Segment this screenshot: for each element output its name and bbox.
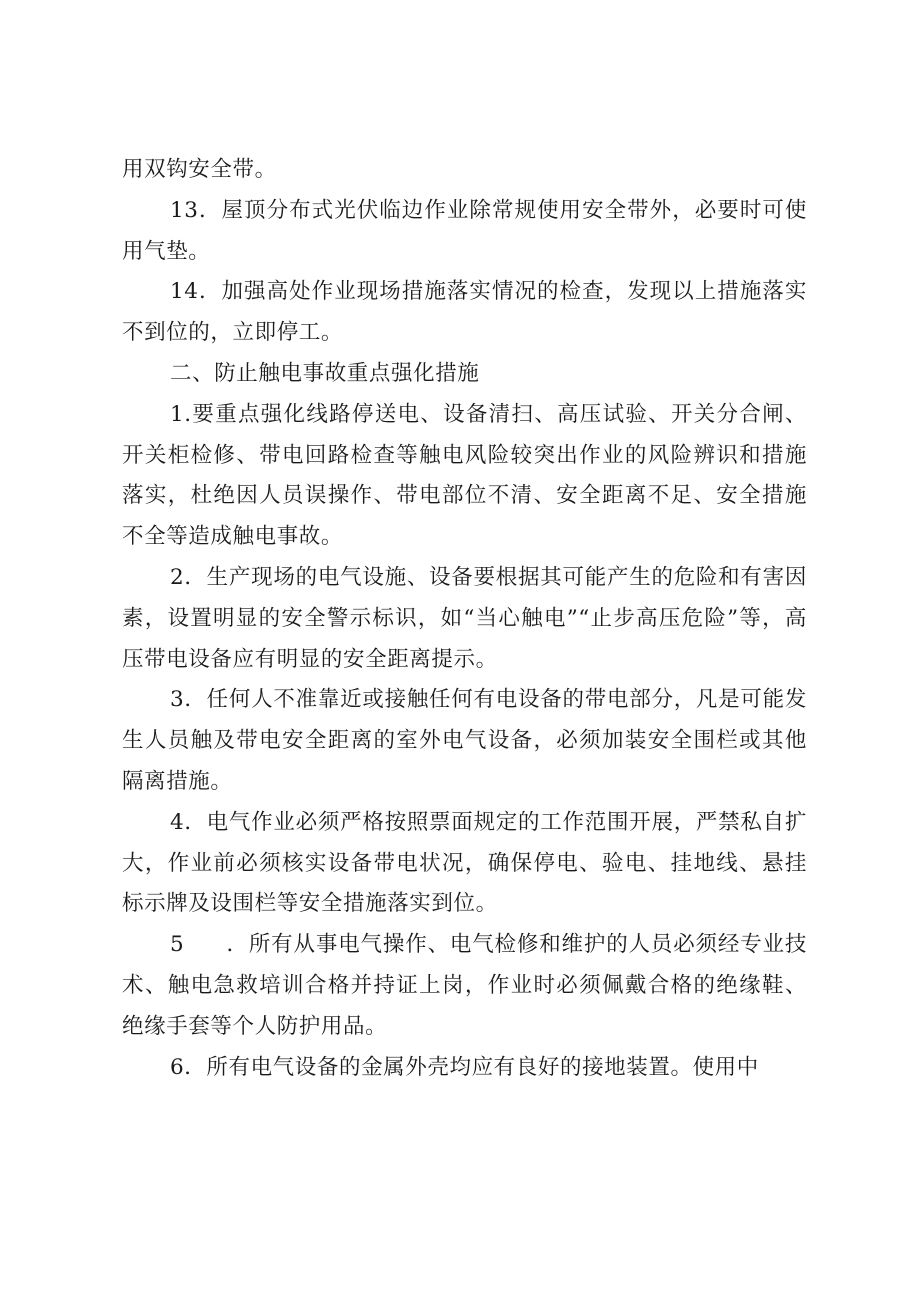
paragraph-item-6: 6．所有电气设备的金属外壳均应有良好的接地装置。使用中 xyxy=(170,1054,759,1080)
paragraph-item-1: 1.要重点强化线路停送电、设备清扫、高压试验、开关分合闸、开关柜检修、带电回路检查等触电风险较突出作业的风险辨识和措施落实，杜绝因人员误操作、带电部位不清、安全距离不足、安全措施不全等造成触电事故。 xyxy=(122,401,807,550)
section-heading: 二、防止触电事故重点强化措施 xyxy=(170,360,480,386)
paragraph-item-14: 14．加强高处作业现场措施落实情况的检查，发现以上措施落实不到位的，立即停工。 xyxy=(122,279,807,346)
paragraph-continuation: 用双钩安全带。 xyxy=(122,157,277,182)
paragraph-item-5 xyxy=(122,925,807,1047)
item-5-number: 5 xyxy=(170,932,185,958)
paragraph-item-13: 13．屋顶分布式光伏临边作业除常规使用安全带外，必要时可使用气垫。 xyxy=(122,197,807,264)
item-5-text: ．所有从事电气操作、电气检修和维护的人员必须经专业技术、触电急救培训合格并持证上岗，作业时必须佩戴合格的绝缘鞋、绝缘手套等个人防护用品。 xyxy=(122,932,807,1039)
paragraph-item-3: 3．任何人不准靠近或接触任何有电设备的带电部分，凡是可能发生人员触及带电安全距离的室外电气设备，必须加装安全围栏或其他隔离措施。 xyxy=(122,687,807,794)
paragraph-item-2: 2．生产现场的电气设施、设备要根据其可能产生的危险和有害因素，设置明显的安全警示标识，如“当心触电”“止步高压危险”等，高压带电设备应有明显的安全距离提示。 xyxy=(122,564,807,672)
paragraph-item-4: 4．电气作业必须严格按照票面规定的工作范围开展，严禁私自扩大，作业前必须核实设备带电状况，确保停电、验电、挂地线、悬挂标示牌及设围栏等安全措施落实到位。 xyxy=(122,809,807,917)
document-body xyxy=(122,150,807,1088)
